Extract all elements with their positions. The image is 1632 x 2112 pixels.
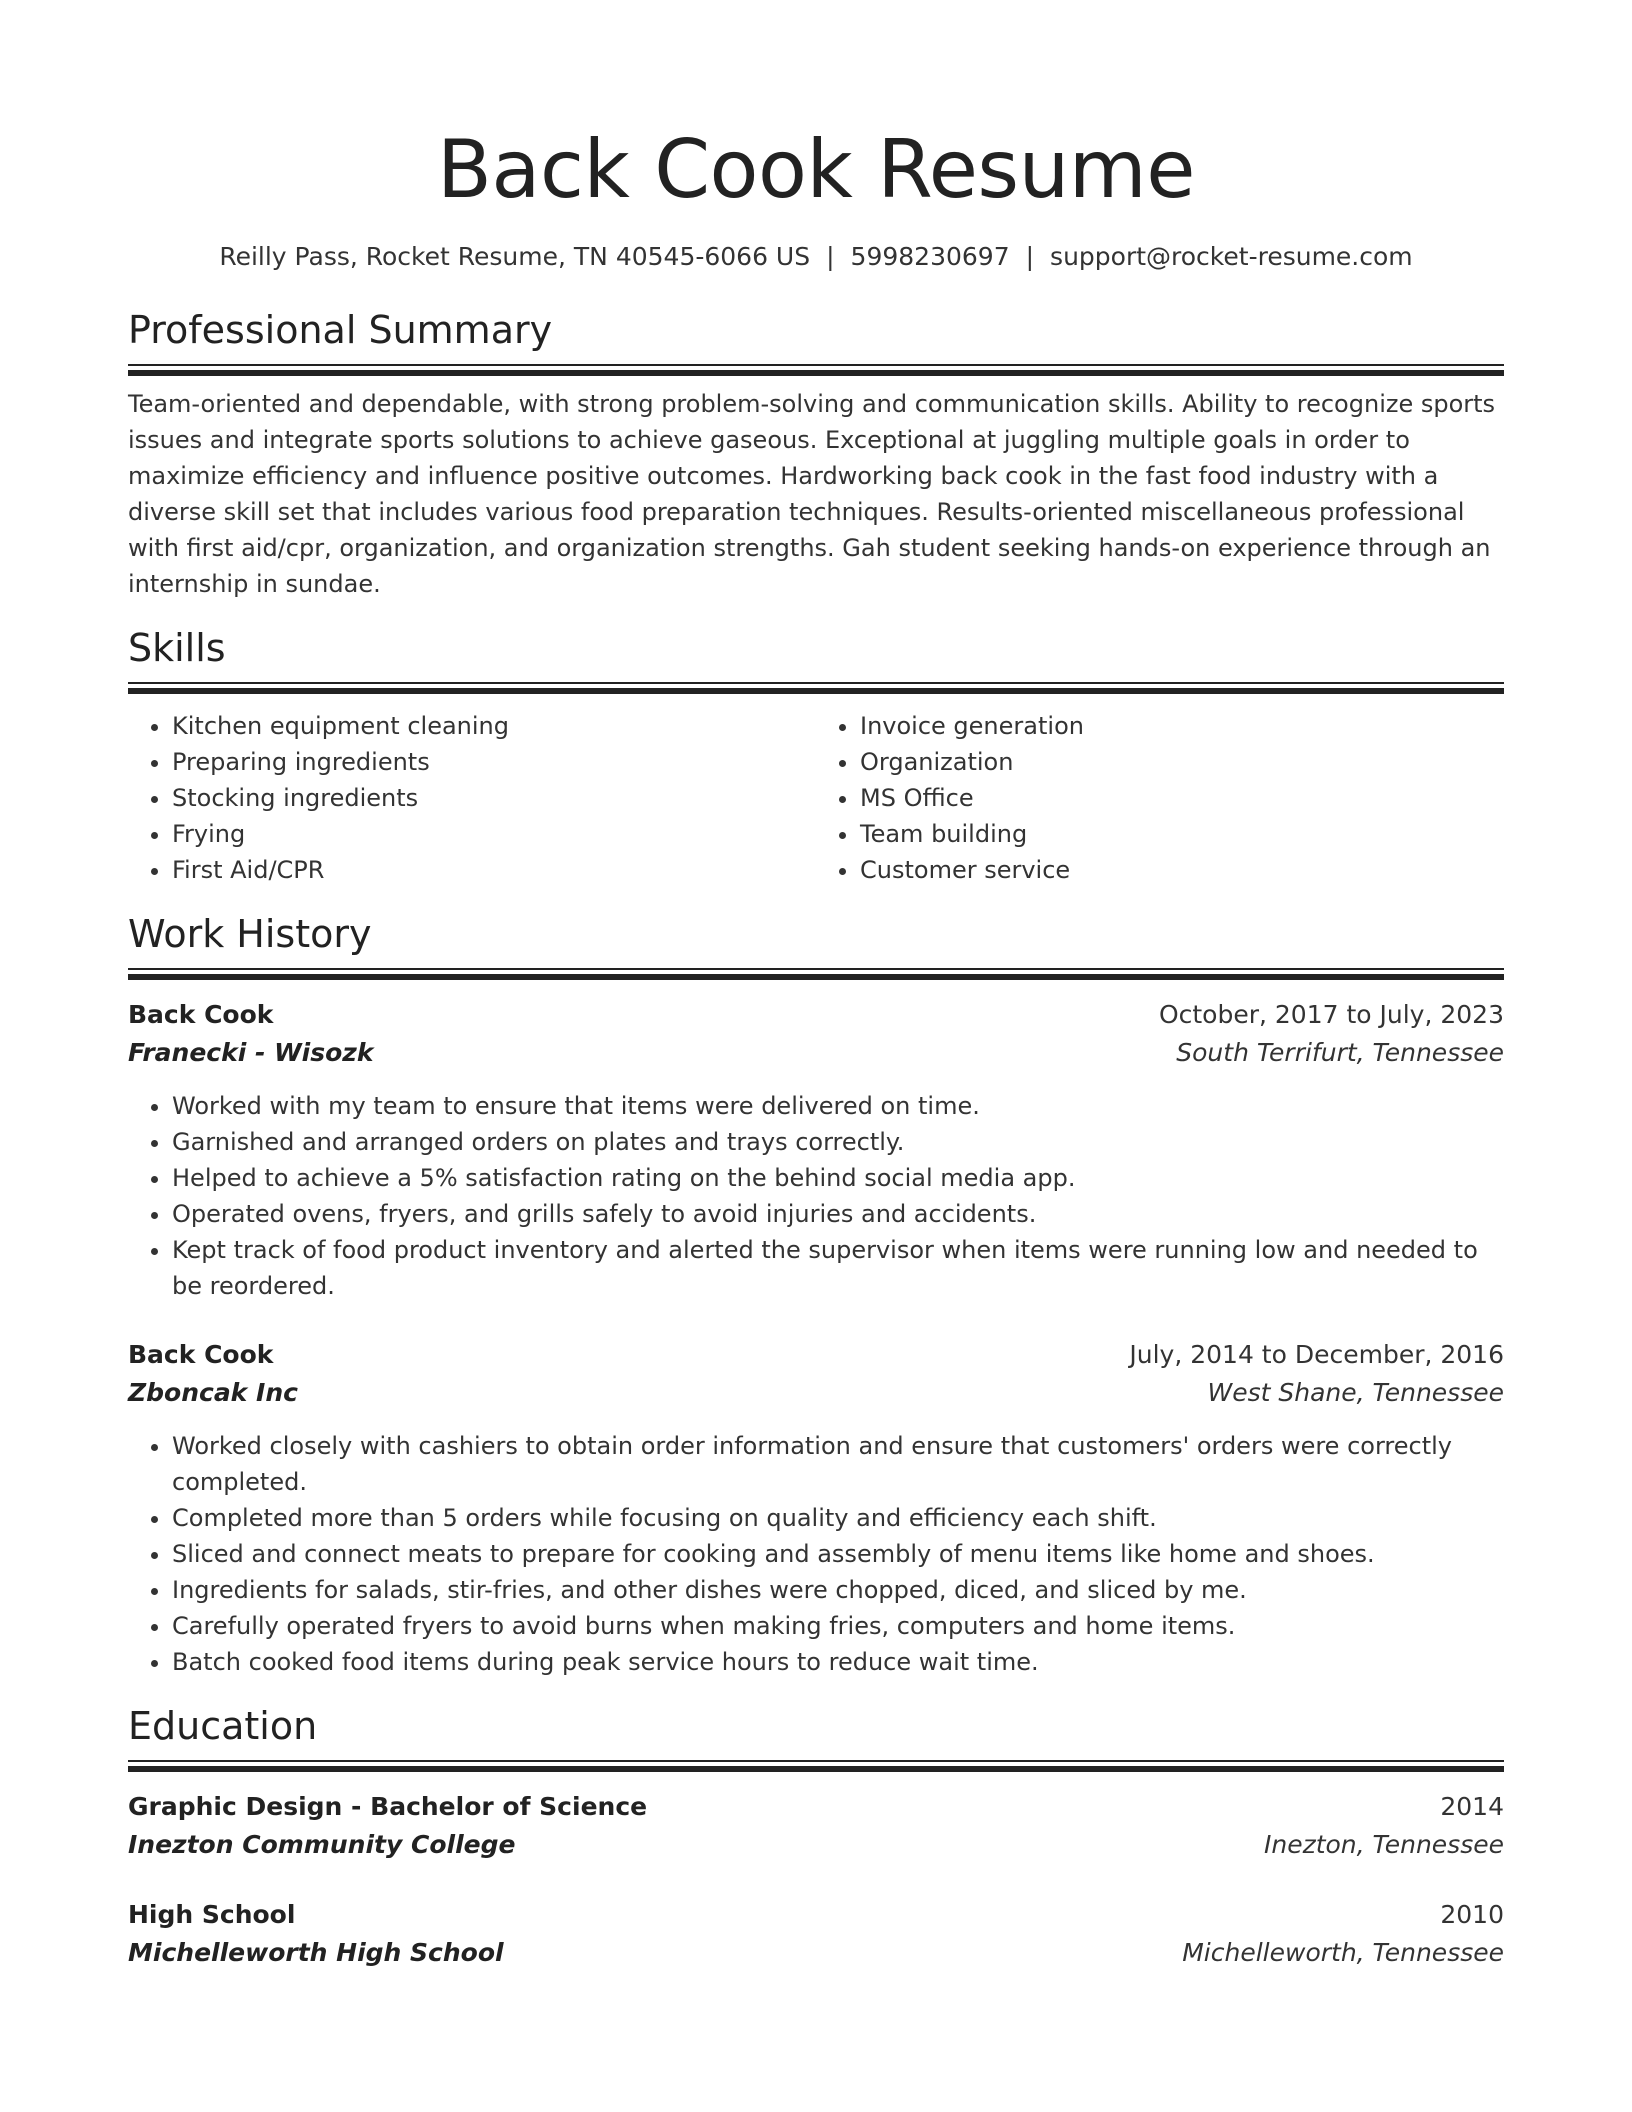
contact-address: Reilly Pass, Rocket Resume, TN 40545-6066 US [219,242,811,271]
education-heading: Education [128,1704,318,1748]
contact-separator: | [826,242,835,271]
job-dates: October, 2017 to July, 2023 [1158,1000,1504,1029]
skill-item: • Team building [860,816,1504,852]
job-bullets [128,1088,1504,1304]
work-heading: Work History [128,912,372,956]
section-divider [128,682,1504,694]
skill-item: • Organization [860,744,1504,780]
job-bullet: • Completed more than 5 orders while focusing on quality and efficiency each shift. [172,1500,1504,1536]
contact-email: support@rocket-resume.com [1050,242,1413,271]
job-location: South Terrifurt, Tennessee [1176,1038,1504,1067]
skills-heading: Skills [128,626,226,670]
skill-item: • MS Office [860,780,1504,816]
job-title: Back Cook [128,1340,274,1369]
job-company: Franecki - Wisozk [128,1038,374,1067]
education-header [128,1896,1504,1934]
skill-item: • Kitchen equipment cleaning [172,708,816,744]
skill-item: • First Aid/CPR [172,852,816,888]
job-subheader [128,1374,1504,1412]
summary-text: Team-oriented and dependable, with strong problem-solving and communication skills. Ability to recognize sports issues and integrate sports solutions to achieve gaseous. Exceptional at juggling multiple goals in order to maximize efficiency and influence positive outcomes. Hardworking back cook in the fast food industry with a diverse skill set that includes various food preparation techniques. Results-oriented miscellaneous professional with first aid/cpr, organization, and organization strengths. Gah student seeking hands-on experience through an internship in sundae. [128,390,1496,598]
skills-list-right [816,708,1504,888]
education-entry [128,1896,1504,1972]
contact-phone: 5998230697 [850,242,1010,271]
skills-grid [128,708,1504,888]
skill-item: • Stocking ingredients [172,780,816,816]
job-bullets [128,1428,1504,1680]
job-subheader [128,1034,1504,1072]
education-location: Inezton, Tennessee [1263,1830,1504,1859]
education-subheader [128,1934,1504,1972]
education-location: Michelleworth, Tennessee [1182,1938,1504,1967]
education-school: Michelleworth High School [128,1938,504,1967]
skills-list-left [128,708,816,888]
job-entry [128,1336,1504,1680]
resume-page [128,0,1504,1972]
job-bullet: • Carefully operated fryers to avoid burns when making fries, computers and home items. [172,1608,1504,1644]
skill-item: • Preparing ingredients [172,744,816,780]
skill-item: • Customer service [860,852,1504,888]
resume-title: Back Cook Resume [437,123,1195,216]
job-dates: July, 2014 to December, 2016 [1129,1340,1504,1369]
education-entry [128,1788,1504,1864]
skill-item: • Invoice generation [860,708,1504,744]
education-degree: High School [128,1900,296,1929]
section-divider [128,1760,1504,1772]
job-header [128,996,1504,1034]
education-school: Inezton Community College [128,1830,516,1859]
contact-separator: | [1025,242,1035,271]
section-divider [128,968,1504,980]
job-header [128,1336,1504,1374]
education-section [128,1702,1504,1972]
job-bullet: • Ingredients for salads, stir-fries, and other dishes were chopped, diced, and sliced by me. [172,1572,1504,1608]
job-bullet: • Helped to achieve a 5% satisfaction rating on the behind social media app. [172,1160,1504,1196]
summary-section [128,306,1504,602]
job-location: West Shane, Tennessee [1207,1378,1504,1407]
education-year: 2014 [1440,1792,1504,1821]
job-bullet: • Operated ovens, fryers, and grills safely to avoid injuries and accidents. [172,1196,1504,1232]
education-header [128,1788,1504,1826]
job-entry [128,996,1504,1304]
job-bullet: • Sliced and connect meats to prepare for cooking and assembly of menu items like home and shoes. [172,1536,1504,1572]
skill-item: • Frying [172,816,816,852]
contact-line [128,240,1504,274]
work-section [128,910,1504,1680]
job-company: Zboncak Inc [128,1378,298,1407]
job-bullet: • Worked closely with cashiers to obtain order information and ensure that customers' orders were correctly completed. [172,1428,1504,1500]
summary-heading: Professional Summary [128,308,553,352]
job-bullet: • Worked with my team to ensure that items were delivered on time. [172,1088,1504,1124]
skills-section [128,624,1504,888]
section-divider [128,364,1504,376]
job-title: Back Cook [128,1000,274,1029]
job-bullet: • Kept track of food product inventory and alerted the supervisor when items were running low and needed to be reordered. [172,1232,1504,1304]
job-bullet: • Batch cooked food items during peak service hours to reduce wait time. [172,1644,1504,1680]
education-degree: Graphic Design - Bachelor of Science [128,1792,648,1821]
education-subheader [128,1826,1504,1864]
education-year: 2010 [1440,1900,1504,1929]
job-bullet: • Garnished and arranged orders on plates and trays correctly. [172,1124,1504,1160]
